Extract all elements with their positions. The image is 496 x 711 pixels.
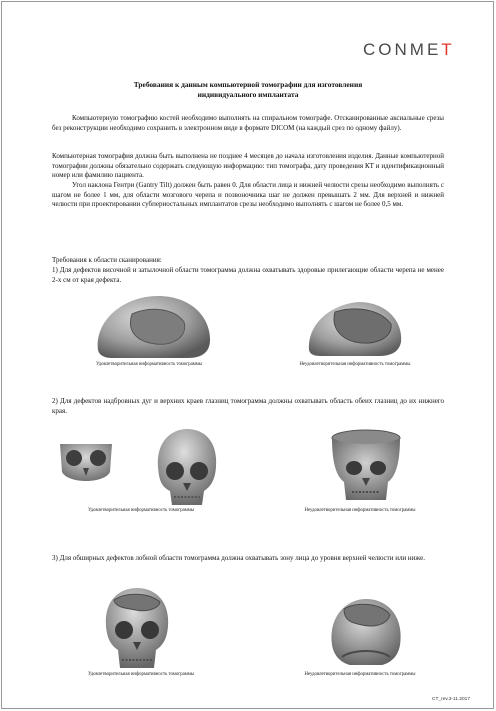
skull-frontal-defect-bad-image — [326, 597, 406, 669]
intro-paragraph-2: Компьютерная томография должна быть выполнена не позднее 4 месяцев до начала изготовления изделия. Данные компьютерной томографии должны обязательно содержать следующую информацию: тип томографа, дату проведения КТ и идентификационный номер или фамилию пациента. — [52, 152, 444, 180]
scan-item-2: 2) Для дефектов надбровных дуг и верхних краев глазниц томограмма должны охватывать область обеих глазниц до их нижнего края. — [52, 397, 444, 415]
scan-item-3: 3) Для обширных дефектов лобной области томограмма должна охватывать зону лица до уровня верхней челюсти или ниже. — [52, 554, 426, 562]
skull-lateral-good-image — [92, 292, 214, 360]
scan-item-1: 1) Для дефектов височной и затылочной области томограмма должна охватывать здоровые прилегающие области черепа не менее 2-х см от края дефекта. — [52, 266, 444, 284]
skull-cut-bad-image — [326, 428, 406, 508]
page-frame — [1, 1, 494, 709]
scan-heading: Требования к области сканирования: — [52, 256, 162, 264]
caption-good-1: Удовлетворительная информативность томограммы — [95, 362, 203, 367]
face-fragment-good-image — [56, 438, 116, 488]
document-subtitle: индивидуального имплантата — [197, 90, 299, 99]
skull-frontal-good-image — [152, 427, 222, 509]
footer-revision-code: CT_rev.3-11.2017 — [432, 697, 470, 702]
caption-good-2: Удовлетворительная информативность томограммы — [87, 508, 195, 513]
intro-paragraph-3: Угол наклона Гентри (Gantry Tilt) должен быть равен 0. Для области лица и нижней челюсти срезы необходимо выполнять с шагом не более 1 мм, для области мозгового черепа и позвоночника шаг не должен превышать 2 мм. Для верхней и нижней челюсти при проектировании субпериостальных имплантатов срезы необходимо выполнять с шагом не более 0,5 мм. — [52, 181, 444, 209]
conmet-logo: CONMET — [363, 40, 455, 59]
skull-frontal-defect-good-image — [100, 586, 174, 672]
caption-bad-3: Неудовлетворительная информативность томограммы — [304, 672, 416, 677]
intro-paragraph-1: Компьютерную томографию костей необходимо выполнять на спиральном томографе. Отсканированные аксиальные срезы без реконструкции необходимо сохранить в электронном виде в формате DICOM (на каждый срез по одному файлу). — [52, 114, 444, 132]
caption-good-3: Удовлетворительная информативность томограммы — [87, 672, 195, 677]
skull-lateral-bad-image — [305, 298, 405, 358]
caption-bad-2: Неудовлетворительная информативность томограммы — [304, 508, 416, 513]
document-title: Требования к данным компьютерной томографии для изготовления — [133, 80, 363, 89]
caption-bad-1: Неудовлетворительная информативность томограммы — [299, 362, 411, 367]
